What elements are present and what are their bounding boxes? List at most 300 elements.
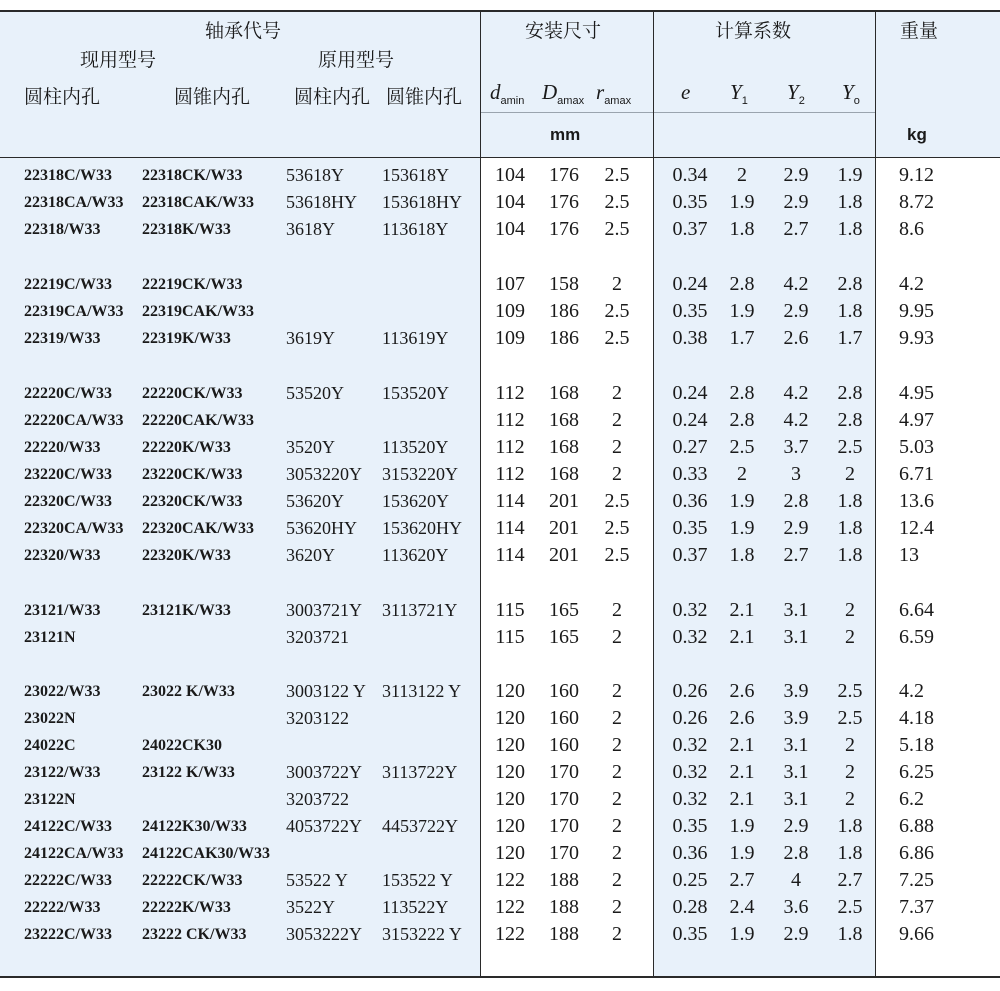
original-tapered-bore: 4453722Y — [382, 816, 458, 836]
units-top-divider — [480, 112, 875, 113]
original-cylindrical-bore: 3618Y — [286, 219, 335, 239]
cell-e: 0.32 — [672, 599, 708, 621]
cell-D-amax: 160 — [549, 734, 579, 756]
cell-y2: 2.9 — [783, 815, 809, 837]
cell-D-amax: 201 — [549, 517, 579, 539]
header-original-model: 原用型号 — [318, 49, 395, 71]
cell-weight-kg: 5.03 — [899, 436, 934, 458]
cell-r-amax: 2.5 — [604, 300, 630, 322]
cell-D-amax: 168 — [549, 382, 579, 404]
cell-r-amax: 2 — [612, 680, 622, 702]
cell-e: 0.37 — [672, 544, 708, 566]
symbol-y1: $Y_1$ — [730, 80, 748, 108]
cell-weight-kg: 6.25 — [899, 761, 934, 783]
original-tapered-bore: 113618Y — [382, 219, 449, 239]
current-cylindrical-bore: 22220CA/W33 — [24, 412, 124, 429]
cell-y0: 2 — [845, 599, 855, 621]
cell-weight-kg: 6.59 — [899, 626, 934, 648]
cell-weight-kg: 9.93 — [899, 327, 934, 349]
current-cylindrical-bore: 23022N — [24, 710, 76, 727]
cell-y1: 1.9 — [729, 191, 755, 213]
cell-y0: 2.8 — [837, 382, 863, 404]
cell-d-amin: 104 — [495, 191, 525, 213]
original-cylindrical-bore: 3522Y — [286, 897, 335, 917]
cell-weight-kg: 13 — [899, 544, 919, 566]
original-tapered-bore: 153620HY — [382, 518, 462, 538]
current-cylindrical-bore: 24122C/W33 — [24, 818, 112, 835]
cell-d-amin: 120 — [495, 734, 525, 756]
cell-d-amin: 120 — [495, 680, 525, 702]
cell-y2: 3.1 — [783, 599, 809, 621]
cell-r-amax: 2.5 — [604, 517, 630, 539]
current-cylindrical-bore: 22222/W33 — [24, 899, 101, 916]
original-tapered-bore: 3113122 Y — [382, 681, 462, 701]
table-row — [0, 271, 1000, 298]
cell-y1: 1.9 — [729, 490, 755, 512]
table-row — [0, 759, 1000, 786]
cell-y1: 2.5 — [729, 436, 755, 458]
cell-d-amin: 109 — [495, 300, 525, 322]
cell-D-amax: 186 — [549, 300, 579, 322]
header-weight: 重量 — [900, 20, 939, 42]
cell-y1: 2.1 — [729, 788, 755, 810]
cell-y0: 2.5 — [837, 896, 863, 918]
cell-weight-kg: 13.6 — [899, 490, 934, 512]
cell-e: 0.35 — [672, 923, 708, 945]
cell-r-amax: 2.5 — [604, 218, 630, 240]
original-tapered-bore: 113619Y — [382, 328, 449, 348]
cell-y2: 3.1 — [783, 788, 809, 810]
cell-y1: 1.9 — [729, 923, 755, 945]
table-row — [0, 624, 1000, 651]
cell-y0: 1.7 — [837, 327, 863, 349]
cell-D-amax: 160 — [549, 680, 579, 702]
cell-y1: 2.1 — [729, 734, 755, 756]
cell-y1: 2.6 — [729, 680, 755, 702]
original-cylindrical-bore: 53620HY — [286, 518, 357, 538]
cell-r-amax: 2 — [612, 761, 622, 783]
symbol-r-amax: $r_{amax}$ — [596, 80, 632, 108]
cell-y2: 3.6 — [783, 896, 809, 918]
cell-y0: 1.8 — [837, 517, 863, 539]
original-cylindrical-bore: 53620Y — [286, 491, 344, 511]
table-row — [0, 189, 1000, 216]
table-row — [0, 705, 1000, 732]
current-tapered-bore: 23022 K/W33 — [142, 683, 235, 700]
cell-d-amin: 109 — [495, 327, 525, 349]
table-row — [0, 678, 1000, 705]
cell-d-amin: 107 — [495, 273, 525, 295]
cell-y2: 2.9 — [783, 923, 809, 945]
cell-r-amax: 2 — [612, 842, 622, 864]
cell-y2: 4 — [791, 869, 801, 891]
current-cylindrical-bore: 22220/W33 — [24, 439, 101, 456]
table-row — [0, 380, 1000, 407]
original-cylindrical-bore: 3053222Y — [286, 924, 362, 944]
cell-d-amin: 104 — [495, 218, 525, 240]
cell-y0: 1.8 — [837, 544, 863, 566]
cell-y0: 2.5 — [837, 707, 863, 729]
table-bottom-border — [0, 976, 1000, 978]
cell-y1: 1.9 — [729, 517, 755, 539]
current-tapered-bore: 22320CAK/W33 — [142, 520, 254, 537]
current-tapered-bore: 22319K/W33 — [142, 330, 231, 347]
cell-D-amax: 176 — [549, 191, 579, 213]
table-row — [0, 921, 1000, 948]
current-tapered-bore: 22222K/W33 — [142, 899, 231, 916]
current-tapered-bore: 22320CK/W33 — [142, 493, 243, 510]
cell-d-amin: 114 — [495, 544, 525, 566]
symbol-e: e — [681, 80, 691, 104]
table-row — [0, 813, 1000, 840]
cell-weight-kg: 4.97 — [899, 409, 934, 431]
cell-r-amax: 2 — [612, 599, 622, 621]
current-cylindrical-bore: 23122N — [24, 791, 76, 808]
cell-y0: 2.5 — [837, 436, 863, 458]
current-cylindrical-bore: 22219C/W33 — [24, 276, 112, 293]
cell-y1: 2 — [737, 164, 747, 186]
table-row — [0, 867, 1000, 894]
header-tapered-bore-original: 圆锥内孔 — [386, 86, 463, 108]
table-top-border — [0, 10, 1000, 12]
cell-D-amax: 168 — [549, 463, 579, 485]
current-cylindrical-bore: 24122CA/W33 — [24, 845, 124, 862]
cell-D-amax: 165 — [549, 599, 579, 621]
header-tapered-bore-current: 圆锥内孔 — [174, 86, 251, 108]
cell-y2: 2.8 — [783, 490, 809, 512]
original-tapered-bore: 113522Y — [382, 897, 449, 917]
table-row — [0, 216, 1000, 243]
original-cylindrical-bore: 53618HY — [286, 192, 357, 212]
current-cylindrical-bore: 23022/W33 — [24, 683, 101, 700]
cell-d-amin: 122 — [495, 869, 525, 891]
cell-d-amin: 115 — [495, 626, 525, 648]
original-tapered-bore: 3113721Y — [382, 600, 458, 620]
cell-D-amax: 170 — [549, 788, 579, 810]
cell-e: 0.24 — [672, 409, 708, 431]
cell-weight-kg: 8.72 — [899, 191, 934, 213]
cell-y2: 3 — [791, 463, 801, 485]
current-tapered-bore: 23121K/W33 — [142, 602, 231, 619]
cell-e: 0.28 — [672, 896, 708, 918]
table-row — [0, 894, 1000, 921]
cell-y2: 3.1 — [783, 761, 809, 783]
original-tapered-bore: 153520Y — [382, 383, 449, 403]
cell-e: 0.27 — [672, 436, 708, 458]
current-tapered-bore: 24122K30/W33 — [142, 818, 247, 835]
cell-D-amax: 158 — [549, 273, 579, 295]
cell-y2: 3.7 — [783, 436, 809, 458]
cell-y1: 2.4 — [729, 896, 755, 918]
cell-r-amax: 2 — [612, 382, 622, 404]
cell-y1: 1.8 — [729, 218, 755, 240]
cell-y0: 2.7 — [837, 869, 863, 891]
current-tapered-bore: 24022CK30 — [142, 737, 222, 754]
cell-e: 0.34 — [672, 164, 708, 186]
table-row — [0, 162, 1000, 189]
cell-weight-kg: 4.2 — [899, 273, 924, 295]
cell-e: 0.35 — [672, 517, 708, 539]
cell-weight-kg: 6.88 — [899, 815, 934, 837]
cell-y2: 2.7 — [783, 218, 809, 240]
header-install-dims: 安装尺寸 — [525, 20, 602, 42]
cell-e: 0.24 — [672, 273, 708, 295]
symbol-y2: $Y_2$ — [787, 80, 805, 108]
cell-e: 0.35 — [672, 815, 708, 837]
current-cylindrical-bore: 23220C/W33 — [24, 466, 112, 483]
cell-d-amin: 120 — [495, 815, 525, 837]
cell-y2: 3.9 — [783, 680, 809, 702]
cell-r-amax: 2 — [612, 815, 622, 837]
cell-r-amax: 2.5 — [604, 327, 630, 349]
cell-e: 0.38 — [672, 327, 708, 349]
table-row — [0, 732, 1000, 759]
original-tapered-bore: 113520Y — [382, 437, 449, 457]
current-cylindrical-bore: 23121N — [24, 629, 76, 646]
cell-d-amin: 115 — [495, 599, 525, 621]
current-cylindrical-bore: 22318CA/W33 — [24, 194, 124, 211]
original-cylindrical-bore: 53618Y — [286, 165, 344, 185]
cell-d-amin: 114 — [495, 517, 525, 539]
cell-y2: 2.6 — [783, 327, 809, 349]
cell-y1: 2 — [737, 463, 747, 485]
cell-e: 0.37 — [672, 218, 708, 240]
cell-weight-kg: 6.64 — [899, 599, 934, 621]
original-cylindrical-bore: 3003721Y — [286, 600, 362, 620]
cell-d-amin: 120 — [495, 842, 525, 864]
cell-y2: 3.9 — [783, 707, 809, 729]
original-tapered-bore: 3113722Y — [382, 762, 458, 782]
cell-e: 0.35 — [672, 300, 708, 322]
cell-e: 0.35 — [672, 191, 708, 213]
cell-D-amax: 170 — [549, 761, 579, 783]
cell-weight-kg: 9.12 — [899, 164, 934, 186]
cell-y0: 2.8 — [837, 273, 863, 295]
cell-d-amin: 104 — [495, 164, 525, 186]
current-cylindrical-bore: 23222C/W33 — [24, 926, 112, 943]
cell-y0: 2 — [845, 734, 855, 756]
cell-weight-kg: 7.25 — [899, 869, 934, 891]
cell-y0: 1.8 — [837, 300, 863, 322]
cell-y2: 4.2 — [783, 382, 809, 404]
table-row — [0, 840, 1000, 867]
original-cylindrical-bore: 3203722 — [286, 789, 349, 809]
cell-d-amin: 112 — [495, 409, 525, 431]
cell-y1: 2.1 — [729, 761, 755, 783]
cell-y0: 1.8 — [837, 218, 863, 240]
cell-y0: 1.8 — [837, 923, 863, 945]
original-cylindrical-bore: 4053722Y — [286, 816, 362, 836]
cell-e: 0.26 — [672, 707, 708, 729]
cell-y1: 2.8 — [729, 409, 755, 431]
cell-y2: 2.7 — [783, 544, 809, 566]
cell-D-amax: 160 — [549, 707, 579, 729]
cell-r-amax: 2 — [612, 273, 622, 295]
cell-d-amin: 114 — [495, 490, 525, 512]
cell-D-amax: 188 — [549, 923, 579, 945]
current-cylindrical-bore: 24022C — [24, 737, 76, 754]
header-current-model: 现用型号 — [80, 49, 157, 71]
original-cylindrical-bore: 3053220Y — [286, 464, 362, 484]
original-cylindrical-bore: 3203122 — [286, 708, 349, 728]
cell-y2: 4.2 — [783, 273, 809, 295]
cell-y0: 2.5 — [837, 680, 863, 702]
cell-weight-kg: 4.18 — [899, 707, 934, 729]
cell-r-amax: 2 — [612, 436, 622, 458]
current-tapered-bore: 23220CK/W33 — [142, 466, 243, 483]
current-cylindrical-bore: 22320CA/W33 — [24, 520, 124, 537]
cell-d-amin: 112 — [495, 382, 525, 404]
cell-y0: 1.9 — [837, 164, 863, 186]
unit-mm: mm — [550, 125, 581, 144]
original-cylindrical-bore: 3520Y — [286, 437, 335, 457]
cell-y2: 3.1 — [783, 626, 809, 648]
cell-r-amax: 2 — [612, 707, 622, 729]
current-cylindrical-bore: 22222C/W33 — [24, 872, 112, 889]
current-cylindrical-bore: 23121/W33 — [24, 602, 101, 619]
cell-e: 0.32 — [672, 761, 708, 783]
cell-y0: 1.8 — [837, 490, 863, 512]
header-bearing-code: 轴承代号 — [205, 20, 282, 42]
current-tapered-bore: 22320K/W33 — [142, 547, 231, 564]
table-row — [0, 434, 1000, 461]
cell-d-amin: 122 — [495, 896, 525, 918]
current-tapered-bore: 22318CK/W33 — [142, 167, 243, 184]
cell-e: 0.32 — [672, 626, 708, 648]
table-row — [0, 325, 1000, 352]
cell-D-amax: 176 — [549, 218, 579, 240]
cell-y2: 2.9 — [783, 300, 809, 322]
cell-y1: 2.8 — [729, 273, 755, 295]
header-calc-coeff: 计算系数 — [715, 20, 792, 42]
cell-r-amax: 2 — [612, 734, 622, 756]
original-tapered-bore: 113620Y — [382, 545, 449, 565]
cell-r-amax: 2.5 — [604, 544, 630, 566]
cell-D-amax: 170 — [549, 815, 579, 837]
current-tapered-bore: 22219CK/W33 — [142, 276, 243, 293]
current-cylindrical-bore: 22318/W33 — [24, 221, 101, 238]
table-row — [0, 298, 1000, 325]
original-cylindrical-bore: 3203721 — [286, 627, 349, 647]
current-cylindrical-bore: 22220C/W33 — [24, 385, 112, 402]
original-tapered-bore: 3153222 Y — [382, 924, 462, 944]
original-cylindrical-bore: 53522 Y — [286, 870, 348, 890]
current-cylindrical-bore: 22320/W33 — [24, 547, 101, 564]
current-cylindrical-bore: 22320C/W33 — [24, 493, 112, 510]
cell-d-amin: 112 — [495, 436, 525, 458]
cell-y1: 2.1 — [729, 626, 755, 648]
cell-y1: 1.8 — [729, 544, 755, 566]
current-tapered-bore: 24122CAK30/W33 — [142, 845, 270, 862]
cell-D-amax: 188 — [549, 896, 579, 918]
current-tapered-bore: 22222CK/W33 — [142, 872, 243, 889]
original-tapered-bore: 3153220Y — [382, 464, 458, 484]
cell-D-amax: 186 — [549, 327, 579, 349]
cell-d-amin: 122 — [495, 923, 525, 945]
cell-y1: 1.9 — [729, 300, 755, 322]
original-tapered-bore: 153618Y — [382, 165, 449, 185]
cell-y1: 1.7 — [729, 327, 755, 349]
cell-y1: 1.9 — [729, 842, 755, 864]
cell-e: 0.32 — [672, 788, 708, 810]
cell-y2: 2.9 — [783, 517, 809, 539]
cell-D-amax: 176 — [549, 164, 579, 186]
cell-y1: 2.1 — [729, 599, 755, 621]
cell-r-amax: 2 — [612, 869, 622, 891]
table-row — [0, 461, 1000, 488]
cell-d-amin: 120 — [495, 761, 525, 783]
table-row — [0, 542, 1000, 569]
original-cylindrical-bore: 3619Y — [286, 328, 335, 348]
cell-y0: 1.8 — [837, 842, 863, 864]
original-tapered-bore: 153522 Y — [382, 870, 453, 890]
cell-y0: 1.8 — [837, 191, 863, 213]
cell-y0: 2 — [845, 761, 855, 783]
cell-weight-kg: 4.2 — [899, 680, 924, 702]
cell-weight-kg: 6.2 — [899, 788, 924, 810]
table-row — [0, 407, 1000, 434]
cell-D-amax: 170 — [549, 842, 579, 864]
original-cylindrical-bore: 3003122 Y — [286, 681, 366, 701]
cell-weight-kg: 5.18 — [899, 734, 934, 756]
cell-weight-kg: 9.66 — [899, 923, 934, 945]
cell-weight-kg: 9.95 — [899, 300, 934, 322]
cell-e: 0.25 — [672, 869, 708, 891]
cell-r-amax: 2.5 — [604, 490, 630, 512]
cell-e: 0.36 — [672, 842, 708, 864]
cell-D-amax: 188 — [549, 869, 579, 891]
cell-y2: 3.1 — [783, 734, 809, 756]
cell-weight-kg: 4.95 — [899, 382, 934, 404]
current-tapered-bore: 22220CK/W33 — [142, 385, 243, 402]
original-tapered-bore: 153620Y — [382, 491, 449, 511]
symbol-D-amax: $D_{amax}$ — [542, 80, 585, 108]
current-tapered-bore: 22319CAK/W33 — [142, 303, 254, 320]
original-cylindrical-bore: 3003722Y — [286, 762, 362, 782]
cell-D-amax: 165 — [549, 626, 579, 648]
cell-r-amax: 2.5 — [604, 164, 630, 186]
cell-weight-kg: 7.37 — [899, 896, 934, 918]
current-tapered-bore: 22318K/W33 — [142, 221, 231, 238]
cell-weight-kg: 12.4 — [899, 517, 934, 539]
cell-e: 0.33 — [672, 463, 708, 485]
cell-y1: 1.9 — [729, 815, 755, 837]
cell-d-amin: 120 — [495, 788, 525, 810]
cell-y2: 4.2 — [783, 409, 809, 431]
unit-kg: kg — [907, 125, 927, 144]
cell-r-amax: 2 — [612, 626, 622, 648]
cell-e: 0.36 — [672, 490, 708, 512]
symbol-y0: $Y_o$ — [842, 80, 860, 108]
cell-weight-kg: 6.86 — [899, 842, 934, 864]
header-cylindrical-bore-current: 圆柱内孔 — [24, 86, 101, 108]
cell-D-amax: 168 — [549, 409, 579, 431]
cell-y0: 2 — [845, 626, 855, 648]
cell-y0: 1.8 — [837, 815, 863, 837]
cell-weight-kg: 8.6 — [899, 218, 924, 240]
original-tapered-bore: 153618HY — [382, 192, 462, 212]
cell-y1: 2.8 — [729, 382, 755, 404]
cell-D-amax: 201 — [549, 490, 579, 512]
current-cylindrical-bore: 22319/W33 — [24, 330, 101, 347]
cell-r-amax: 2 — [612, 409, 622, 431]
original-cylindrical-bore: 53520Y — [286, 383, 344, 403]
cell-y2: 2.8 — [783, 842, 809, 864]
cell-y2: 2.9 — [783, 164, 809, 186]
cell-y0: 2 — [845, 463, 855, 485]
cell-y2: 2.9 — [783, 191, 809, 213]
cell-r-amax: 2 — [612, 896, 622, 918]
